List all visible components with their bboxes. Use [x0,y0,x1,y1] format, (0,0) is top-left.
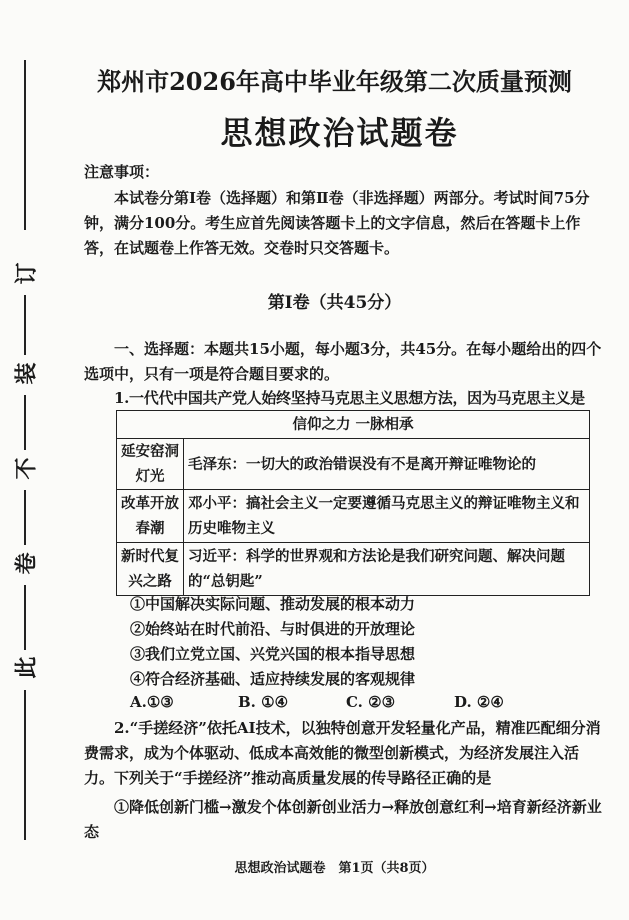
binding-line [24,690,26,840]
q1-options [130,592,415,692]
section-title: 第Ⅰ卷（共45分） [267,293,402,313]
table-title: 信仰之力 一脉相承 [117,411,590,439]
binding-line [24,395,26,450]
binding-char: 订 [13,262,40,285]
binding-char: 不 [13,457,40,480]
table-era: 新时代复兴之路 [117,543,184,596]
q1-option: ③我们立党立国、兴党兴国的根本指导思想 [130,645,416,663]
answer-c: C. ②③ [346,693,396,711]
table-quote: 毛泽东：一切大的政治错误没有不是离开辩证唯物论的 [184,439,590,490]
table-quote: 邓小平：搞社会主义一定要遵循马克思主义的辩证唯物主义和历史唯物主义 [184,490,590,543]
notice-heading: 注意事项： [84,163,160,181]
q1-stem: 1.一代代中国共产党人始终坚持马克思主义思想方法，因为马克思主义是 [114,389,585,407]
answer-b: B. ①④ [238,693,289,711]
table-row [117,490,590,543]
binding-char: 此 [13,656,40,679]
page-footer: 思想政治试题卷 第1页（共8页） [234,861,435,876]
binding-line [24,585,26,650]
binding-margin [0,60,50,840]
answer-d: D. ②④ [454,693,504,711]
q1-answers [130,693,590,711]
q2-stem: 2.“手搓经济”依托AI技术，以独特创意开发轻量化产品，精准匹配细分消费需求，成为个体驱动、低成本高效能的微型创新模式，为经济发展注入活力。下列关于“手搓经济”推动高质量发展的传导路径正确的是 [84,719,601,787]
q1-option: ②始终站在时代前沿、与时俱进的开放理论 [130,620,416,638]
table-era: 改革开放春潮 [117,490,184,543]
table-row [117,439,590,490]
q2-option: ①降低创新门槛→激发个体创新创业活力→释放创意红利→培育新经济新业态 [84,798,602,841]
table-row [117,543,590,596]
q1-table [116,410,590,596]
table-quote: 习近平：科学的世界观和方法论是我们研究问题、解决问题的“总钥匙” [184,543,590,596]
binding-char: 卷 [13,552,40,575]
exam-title: 郑州市2026年高中毕业年级第二次质量预测 [97,67,572,96]
answer-a: A.①③ [130,693,174,711]
q1-option: ④符合经济基础、适应持续发展的客观规律 [130,670,416,688]
q1-option: ①中国解决实际问题、推动发展的根本动力 [130,595,416,613]
instructions: 一、选择题：本题共15小题，每小题3分，共45分。在每小题给出的四个选项中，只有一项是符合题目要求的。 [84,340,602,383]
table-era: 延安窑洞灯光 [117,439,184,490]
notice-body: 本试卷分第Ⅰ卷（选择题）和第Ⅱ卷（非选择题）两部分。考试时间75分钟，满分100分。考生应首先阅读答题卡上的文字信息，然后在答题卡上作答，在试题卷上作答无效。交卷时只交答题卡。 [84,189,590,257]
binding-line [24,490,26,545]
binding-char: 装 [13,362,40,385]
exam-subtitle: 思想政治试题卷 [220,114,459,152]
